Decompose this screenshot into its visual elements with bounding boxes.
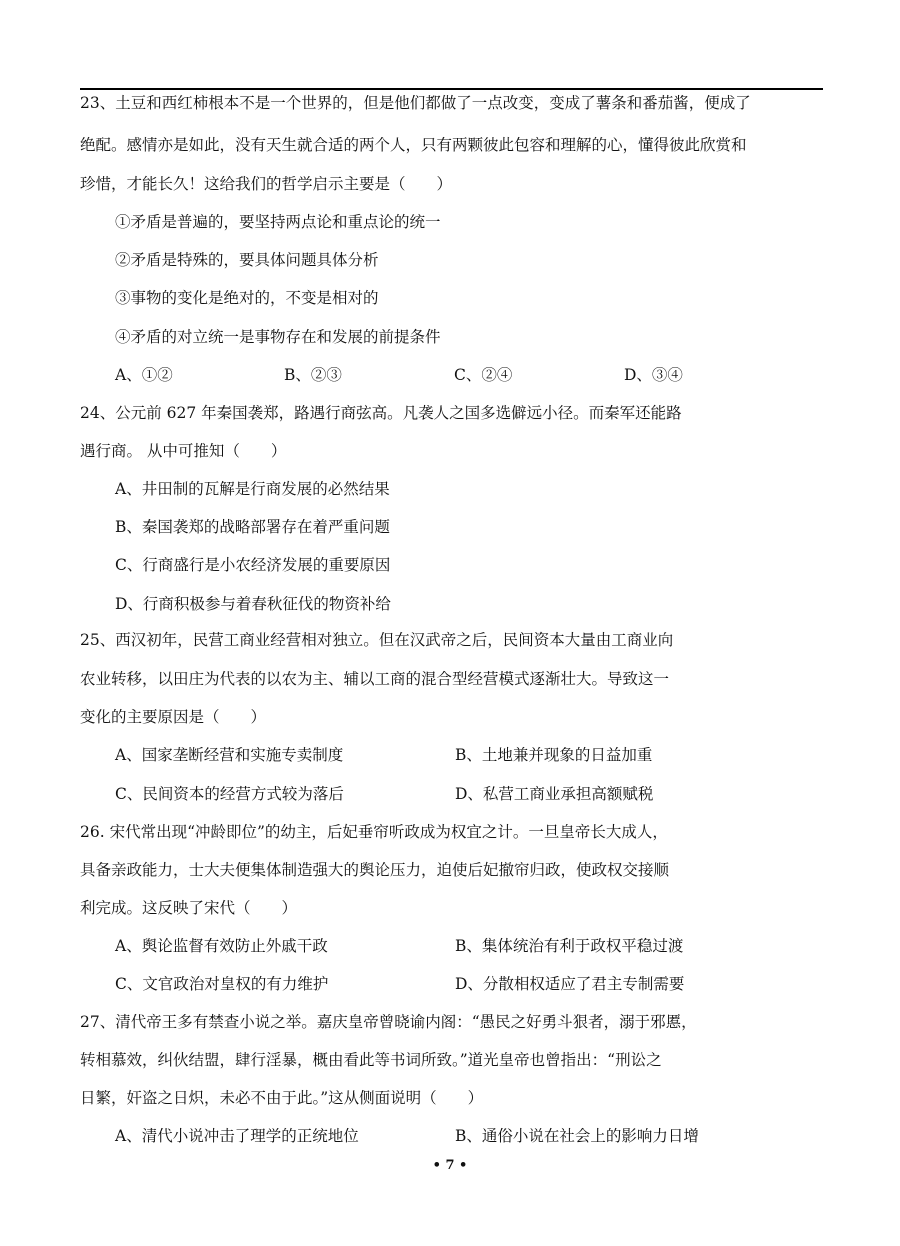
q26-stem-line-3: 利完成。这反映了宋代（ ）: [80, 899, 298, 917]
q23-option-a: A、①②: [115, 366, 173, 384]
q23-option-d: D、③④: [624, 366, 683, 384]
q24-option-c: C、行商盛行是小农经济发展的重要原因: [115, 556, 391, 574]
q25-option-a: A、国家垄断经营和实施专卖制度: [115, 746, 344, 764]
q24-stem-line-1: 24、公元前 627 年秦国袭郑，路遇行商弦高。凡袭人之国多选僻远小径。而秦军还能路: [80, 404, 682, 422]
q27-stem-line-1: 27、清代帝王多有禁查小说之举。嘉庆皇帝曾晓谕内阁：“愚民之好勇斗狠者，溺于邪慝，: [80, 1013, 697, 1031]
q27-option-b: B、通俗小说在社会上的影响力日增: [455, 1127, 699, 1145]
q23-stem-line-2: 绝配。感情亦是如此，没有天生就合适的两个人，只有两颗彼此包容和理解的心，懂得彼此欣赏和: [80, 136, 747, 154]
q24-option-a: A、井田制的瓦解是行商发展的必然结果: [115, 480, 390, 498]
q23-statement-2: ②矛盾是特殊的，要具体问题具体分析: [115, 251, 379, 269]
q27-stem-line-3: 日繁，奸盗之日炽，未必不由于此。”这从侧面说明（ ）: [80, 1089, 484, 1107]
q24-option-d: D、行商积极参与着春秋征伐的物资补给: [115, 595, 391, 613]
q24-option-b: B、秦国袭郑的战略部署存在着严重问题: [115, 518, 390, 536]
q26-option-a: A、舆论监督有效防止外戚干政: [115, 937, 328, 955]
q24-stem-line-2: 遇行商。 从中可推知（ ）: [80, 442, 287, 460]
q23-statement-1: ①矛盾是普遍的，要坚持两点论和重点论的统一: [115, 213, 441, 231]
q25-option-d: D、私营工商业承担高额赋税: [455, 785, 654, 803]
q26-stem-line-1: 26. 宋代常出现“冲龄即位”的幼主，后妃垂帘听政成为权宜之计。一旦皇帝长大成人，: [80, 823, 668, 841]
q27-option-a: A、清代小说冲击了理学的正统地位: [115, 1127, 359, 1145]
page-number: • 7 •: [432, 1158, 468, 1173]
q26-stem-line-2: 具备亲政能力，士大夫便集体制造强大的舆论压力，迫使后妃撤帘归政，使政权交接顺: [80, 861, 670, 879]
q23-statement-3: ③事物的变化是绝对的，不变是相对的: [115, 289, 379, 307]
q26-option-c: C、文官政治对皇权的有力维护: [115, 975, 329, 993]
q26-option-d: D、分散相权适应了君主专制需要: [455, 975, 685, 993]
q25-option-b: B、土地兼并现象的日益加重: [455, 746, 653, 764]
q23-stem-line-1: 23、土豆和西红柿根本不是一个世界的，但是他们都做了一点改变，变成了薯条和番茄酱，便成了: [80, 94, 751, 112]
q23-option-b: B、②③: [284, 366, 342, 384]
q23-statement-4: ④矛盾的对立统一是事物存在和发展的前提条件: [115, 328, 441, 346]
q25-option-c: C、民间资本的经营方式较为落后: [115, 785, 344, 803]
q25-stem-line-1: 25、西汉初年，民营工商业经营相对独立。但在汉武帝之后，民间资本大量由工商业向: [80, 631, 674, 649]
q25-stem-line-2: 农业转移，以田庄为代表的以农为主、辅以工商的混合型经营模式逐渐壮大。导致这一: [80, 670, 670, 688]
q23-stem-line-3: 珍惜，才能长久！这给我们的哲学启示主要是（ ）: [80, 175, 453, 193]
q27-stem-line-2: 转相慕效，纠伙结盟，肆行淫暴，概由看此等书词所致。”道光皇帝也曾指出：“刑讼之: [80, 1051, 662, 1069]
q26-option-b: B、集体统治有利于政权平稳过渡: [455, 937, 684, 955]
q25-stem-line-3: 变化的主要原因是（ ）: [80, 708, 267, 726]
header-rule: [80, 88, 823, 90]
q23-option-c: C、②④: [454, 366, 513, 384]
